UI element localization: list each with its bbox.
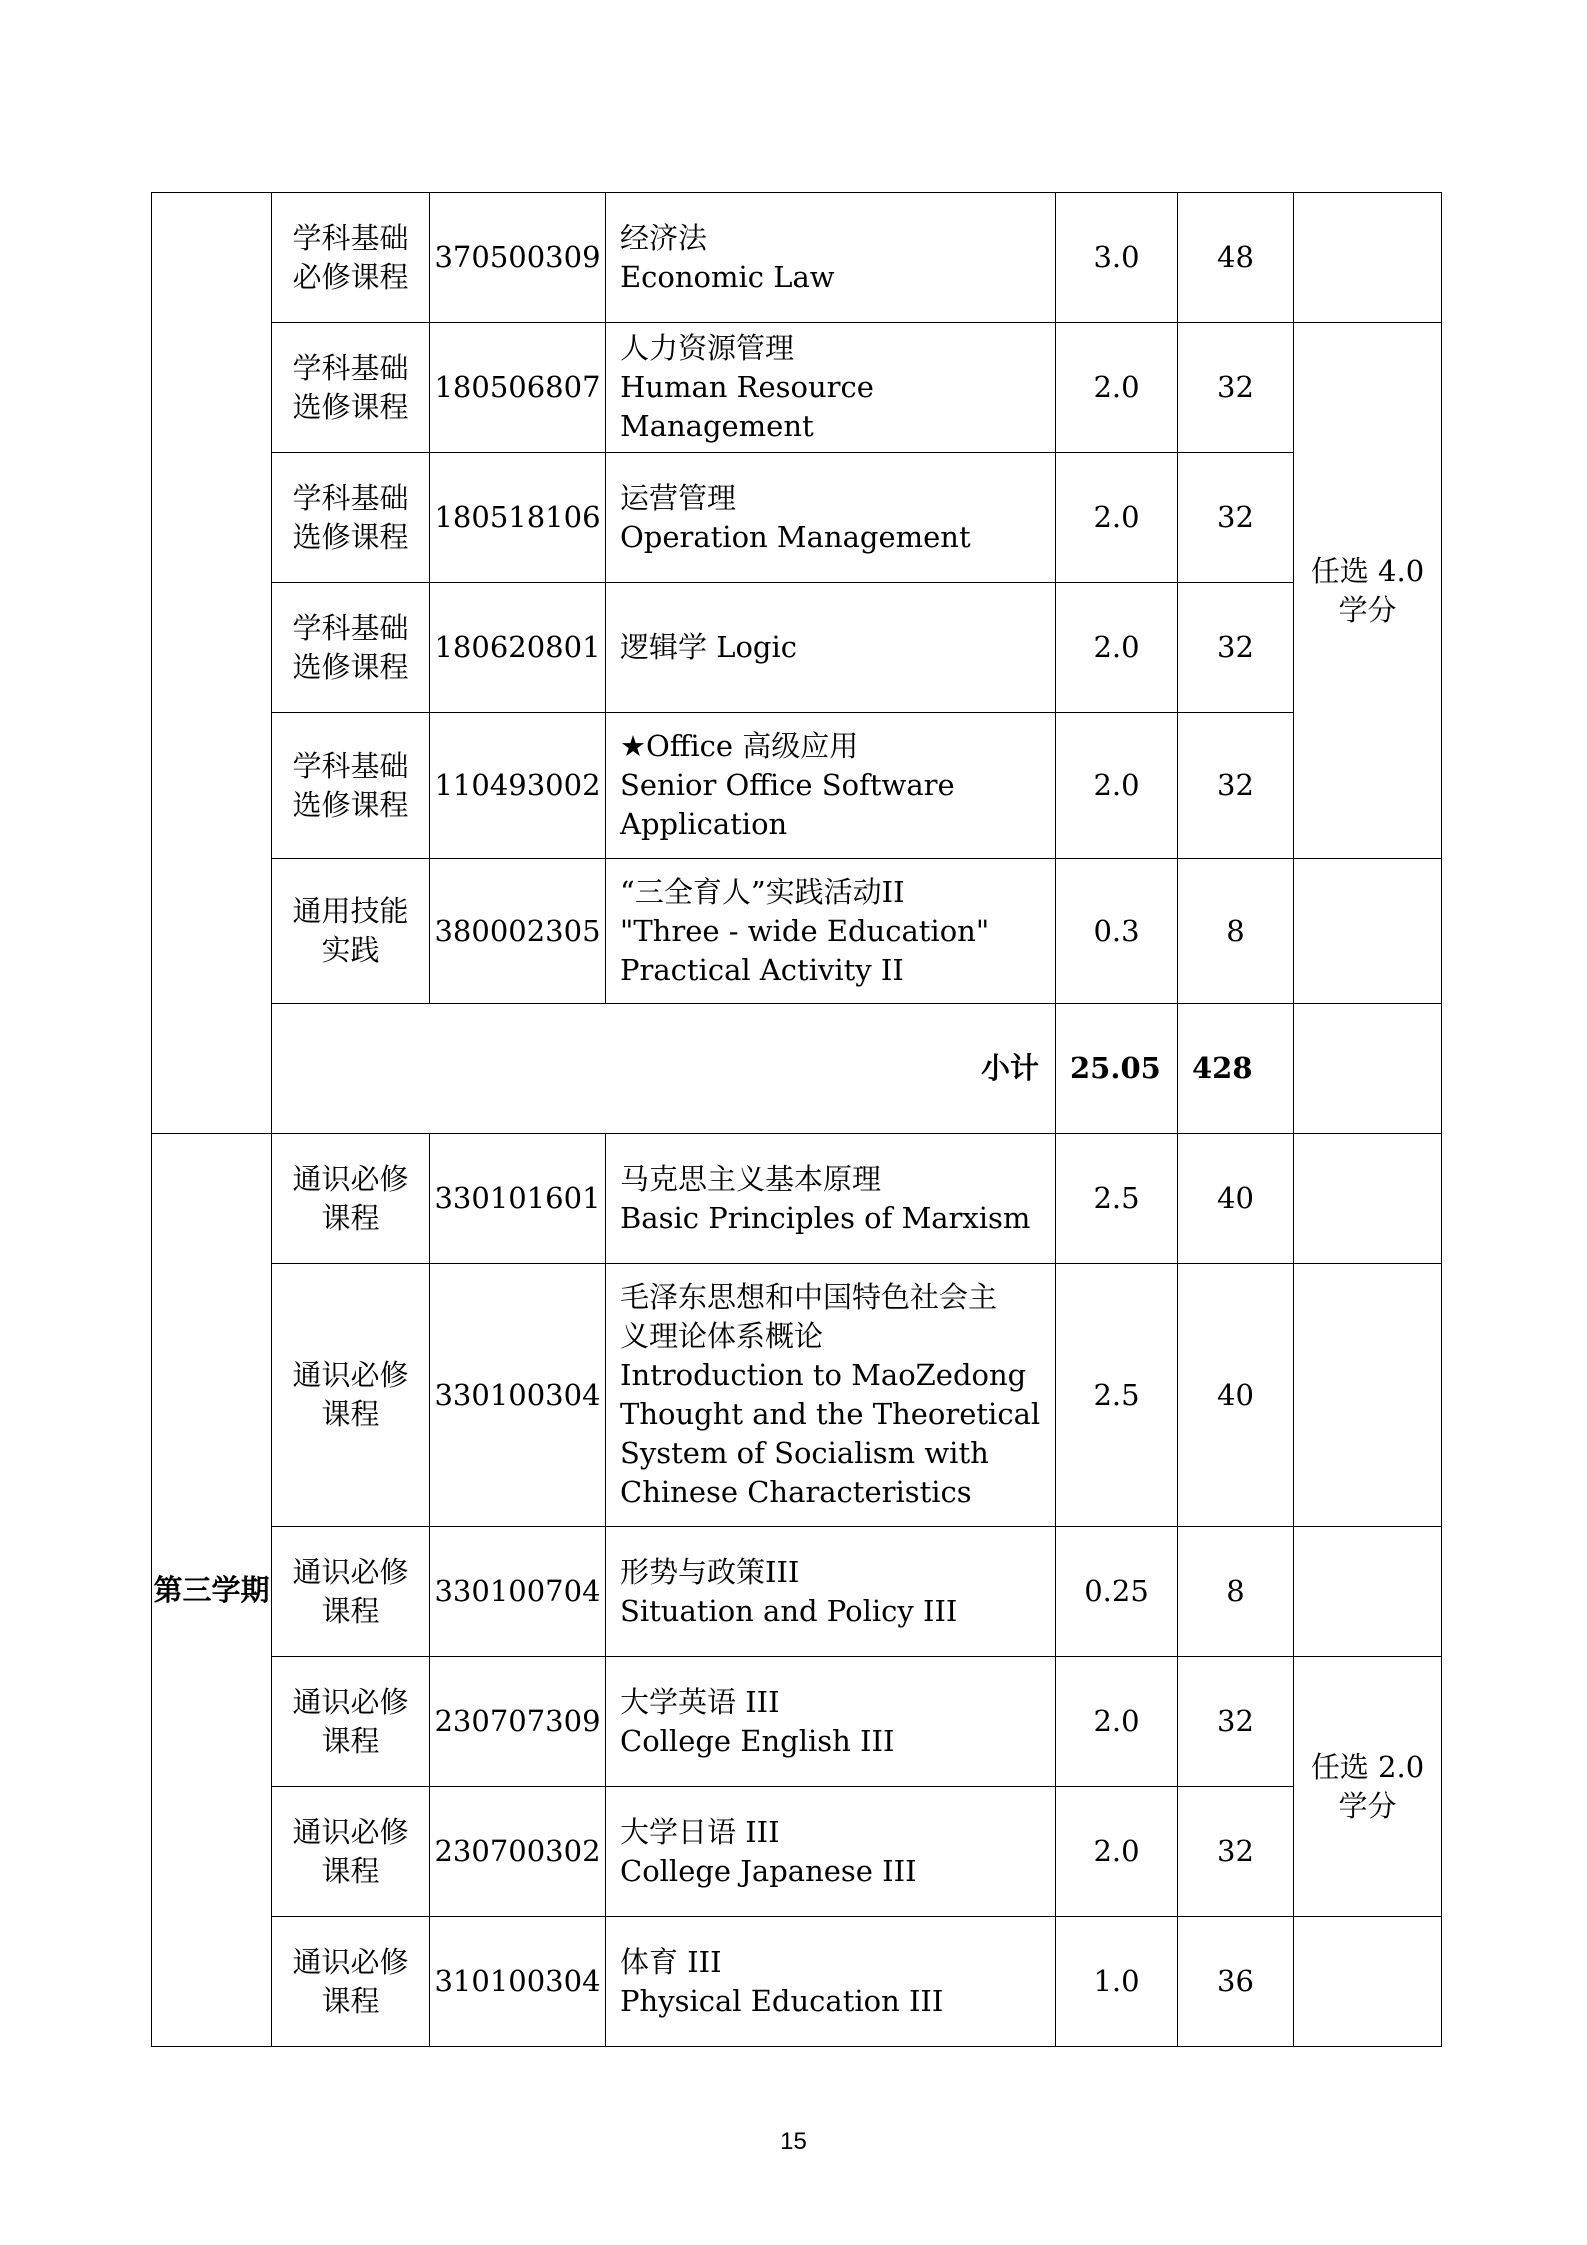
page-number: 15 bbox=[780, 2128, 807, 2155]
table-row bbox=[152, 1264, 1442, 1527]
course-name: ★Office 高级应用 Senior Office Software Application bbox=[606, 713, 1056, 859]
course-note bbox=[1294, 1917, 1442, 2047]
course-hours: 32 bbox=[1178, 453, 1294, 583]
course-name: 大学英语 III College English III bbox=[606, 1657, 1056, 1787]
course-name: 经济法 Economic Law bbox=[606, 193, 1056, 323]
course-type: 通用技能 实践 bbox=[272, 859, 430, 1004]
course-note bbox=[1294, 193, 1442, 323]
course-code: 330100304 bbox=[430, 1264, 606, 1527]
semester-cell bbox=[152, 193, 272, 1134]
subtotal-label: 小计 bbox=[272, 1004, 1056, 1134]
course-hours: 32 bbox=[1178, 1657, 1294, 1787]
course-note bbox=[1294, 1264, 1442, 1527]
course-name: 毛泽东思想和中国特色社会主 义理论体系概论 Introduction to MaoZedong Thought and the Theoretical System of Socialism with Chinese Characteristics bbox=[606, 1264, 1056, 1527]
course-type: 通识必修 课程 bbox=[272, 1264, 430, 1527]
table-row bbox=[152, 453, 1442, 583]
course-type: 学科基础 选修课程 bbox=[272, 323, 430, 453]
course-code: 180518106 bbox=[430, 453, 606, 583]
table-row bbox=[152, 323, 1442, 453]
course-hours: 32 bbox=[1178, 583, 1294, 713]
course-code: 180620801 bbox=[430, 583, 606, 713]
course-hours: 40 bbox=[1178, 1134, 1294, 1264]
course-name: 形势与政策III Situation and Policy III bbox=[606, 1527, 1056, 1657]
course-credits: 2.0 bbox=[1056, 583, 1178, 713]
table-row bbox=[152, 859, 1442, 1004]
course-credits: 2.5 bbox=[1056, 1264, 1178, 1527]
table-row bbox=[152, 583, 1442, 713]
table-row bbox=[152, 1657, 1442, 1787]
elective-note: 任选 4.0 学分 bbox=[1294, 323, 1442, 859]
course-note bbox=[1294, 1527, 1442, 1657]
course-code: 330100704 bbox=[430, 1527, 606, 1657]
course-credits: 1.0 bbox=[1056, 1917, 1178, 2047]
course-credits: 2.0 bbox=[1056, 323, 1178, 453]
course-code: 310100304 bbox=[430, 1917, 606, 2047]
table-row bbox=[152, 1917, 1442, 2047]
course-type: 学科基础 选修课程 bbox=[272, 583, 430, 713]
course-credits: 0.3 bbox=[1056, 859, 1178, 1004]
course-type: 通识必修 课程 bbox=[272, 1917, 430, 2047]
course-hours: 8 bbox=[1178, 859, 1294, 1004]
course-type: 通识必修 课程 bbox=[272, 1134, 430, 1264]
course-hours: 36 bbox=[1178, 1917, 1294, 2047]
course-hours: 48 bbox=[1178, 193, 1294, 323]
course-type: 通识必修 课程 bbox=[272, 1787, 430, 1917]
course-hours: 32 bbox=[1178, 323, 1294, 453]
course-code: 380002305 bbox=[430, 859, 606, 1004]
course-credits: 2.0 bbox=[1056, 1657, 1178, 1787]
course-type: 通识必修 课程 bbox=[272, 1657, 430, 1787]
table-row bbox=[152, 1527, 1442, 1657]
subtotal-note bbox=[1294, 1004, 1442, 1134]
table-row bbox=[152, 1134, 1442, 1264]
course-hours: 8 bbox=[1178, 1527, 1294, 1657]
course-type: 学科基础 选修课程 bbox=[272, 453, 430, 583]
subtotal-row bbox=[152, 1004, 1442, 1134]
course-code: 370500309 bbox=[430, 193, 606, 323]
course-name: “三全育人”实践活动II "Three - wide Education" Practical Activity II bbox=[606, 859, 1056, 1004]
course-hours: 32 bbox=[1178, 713, 1294, 859]
course-hours: 32 bbox=[1178, 1787, 1294, 1917]
course-credits: 3.0 bbox=[1056, 193, 1178, 323]
course-credits: 0.25 bbox=[1056, 1527, 1178, 1657]
course-type: 通识必修 课程 bbox=[272, 1527, 430, 1657]
course-credits: 2.5 bbox=[1056, 1134, 1178, 1264]
course-type: 学科基础 必修课程 bbox=[272, 193, 430, 323]
course-note bbox=[1294, 1134, 1442, 1264]
course-hours: 40 bbox=[1178, 1264, 1294, 1527]
course-code: 230707309 bbox=[430, 1657, 606, 1787]
course-name: 马克思主义基本原理 Basic Principles of Marxism bbox=[606, 1134, 1056, 1264]
course-credits: 2.0 bbox=[1056, 453, 1178, 583]
course-code: 180506807 bbox=[430, 323, 606, 453]
course-code: 330101601 bbox=[430, 1134, 606, 1264]
course-note bbox=[1294, 859, 1442, 1004]
course-name: 大学日语 III College Japanese III bbox=[606, 1787, 1056, 1917]
course-code: 230700302 bbox=[430, 1787, 606, 1917]
table-row bbox=[152, 1787, 1442, 1917]
semester-cell: 第三学期 bbox=[152, 1134, 272, 2047]
subtotal-hours: 428 bbox=[1178, 1004, 1294, 1134]
course-credits: 2.0 bbox=[1056, 1787, 1178, 1917]
table-row bbox=[152, 193, 1442, 323]
table-row bbox=[152, 713, 1442, 859]
course-type: 学科基础 选修课程 bbox=[272, 713, 430, 859]
course-credits: 2.0 bbox=[1056, 713, 1178, 859]
course-name: 逻辑学 Logic bbox=[606, 583, 1056, 713]
course-code: 110493002 bbox=[430, 713, 606, 859]
course-name: 人力资源管理 Human Resource Management bbox=[606, 323, 1056, 453]
course-name: 体育 III Physical Education III bbox=[606, 1917, 1056, 2047]
subtotal-credits: 25.05 bbox=[1056, 1004, 1178, 1134]
course-name: 运营管理 Operation Management bbox=[606, 453, 1056, 583]
course-table bbox=[151, 192, 1442, 2047]
elective-note: 任选 2.0 学分 bbox=[1294, 1657, 1442, 1917]
